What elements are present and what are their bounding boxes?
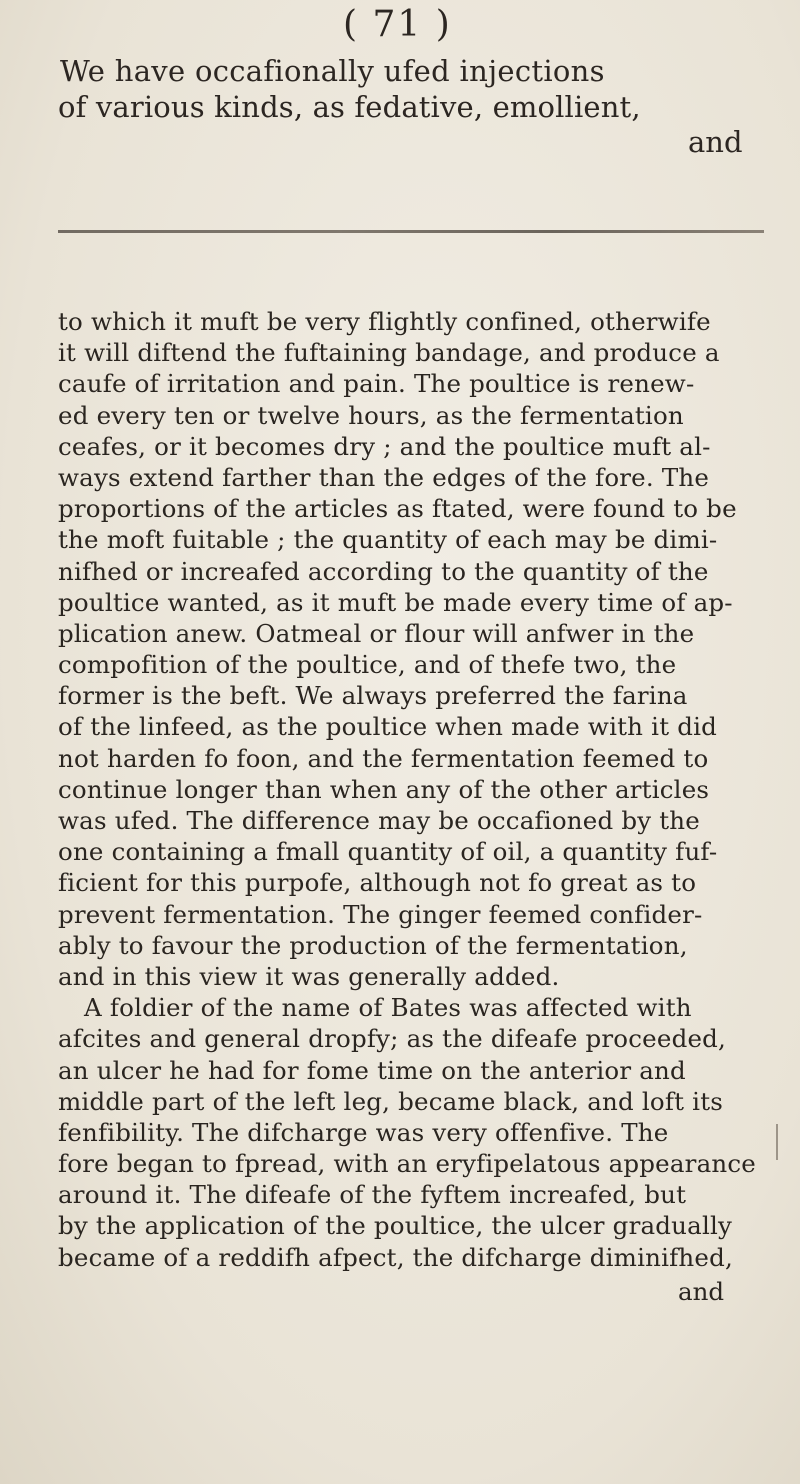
text-line: was ufed. The difference may be occafioned by the xyxy=(58,806,700,835)
text-line: continue longer than when any of the other articles xyxy=(58,774,710,804)
margin-mark xyxy=(776,1124,778,1160)
text-line: became of a reddifh afpect, the difcharge diminifhed, xyxy=(58,1242,733,1272)
text-line: former is the beft. We always preferred the farina xyxy=(58,681,688,711)
body-text xyxy=(58,306,766,1273)
text-line: it will diftend the fuftaining bandage, and produce a xyxy=(58,338,720,368)
text-line: ceafes, or it becomes dry ; and the poultice muft al- xyxy=(58,431,711,461)
text-line: ficient for this purpofe, although not fo great as to xyxy=(58,868,697,898)
text-line: an ulcer he had for fome time on the anterior and xyxy=(58,1055,686,1085)
text-line: proportions of the articles as ftated, were found to be xyxy=(58,494,737,524)
text-line: compofition of the poultice, and of thefe two, the xyxy=(58,650,677,680)
text-line: ed every ten or twelve hours, as the fermentation xyxy=(58,400,684,430)
text-line: fore began to fpread, with an eryfipelatous appearance xyxy=(58,1149,756,1179)
text-line: by the application of the poultice, the ulcer gradually xyxy=(58,1211,733,1241)
catchword: and xyxy=(678,1277,725,1306)
catchword: and xyxy=(688,125,743,159)
page-divider xyxy=(58,230,764,233)
text-line: We have occafionally ufed injections xyxy=(60,54,605,88)
text-line: ways extend farther than the edges of the fore. The xyxy=(58,462,710,492)
text-line: the moft fuitable ; the quantity of each may be dimi- xyxy=(58,525,718,555)
text-line: afcites and general dropfy; as the difeafe proceeded, xyxy=(58,1024,727,1054)
text-line: to which it muft be very flightly confined, otherwife xyxy=(58,307,711,336)
text-line: around it. The difeafe of the fyftem increafed, but xyxy=(58,1180,687,1210)
text-line: of the linfeed, as the poultice when made with it did xyxy=(58,712,718,742)
page-number: ( 71 ) xyxy=(343,4,452,45)
text-line: of various kinds, as fedative, emollient, xyxy=(58,90,641,124)
text-line: caufe of irritation and pain. The poultice is renew- xyxy=(58,369,695,399)
text-line: nifhed or increafed according to the quantity of the xyxy=(58,556,709,586)
text-line: poultice wanted, as it muft be made every time of ap- xyxy=(58,587,733,617)
text-line: plication anew. Oatmeal or flour will anfwer in the xyxy=(58,618,695,648)
text-line: one containing a fmall quantity of oil, a quantity fuf- xyxy=(58,837,718,867)
text-line: not harden fo foon, and the fermentation feemed to xyxy=(58,743,709,773)
text-line: fenfibility. The difcharge was very offenfive. The xyxy=(58,1117,669,1147)
text-line: middle part of the left leg, became black, and loft its xyxy=(58,1086,724,1116)
text-line: and in this view it was generally added. xyxy=(58,961,560,991)
text-line: prevent fermentation. The ginger feemed confider- xyxy=(58,899,703,929)
paragraph-start-line: A foldier of the name of Bates was affected with xyxy=(84,993,692,1023)
text-line: ably to favour the production of the fermentation, xyxy=(58,930,688,960)
